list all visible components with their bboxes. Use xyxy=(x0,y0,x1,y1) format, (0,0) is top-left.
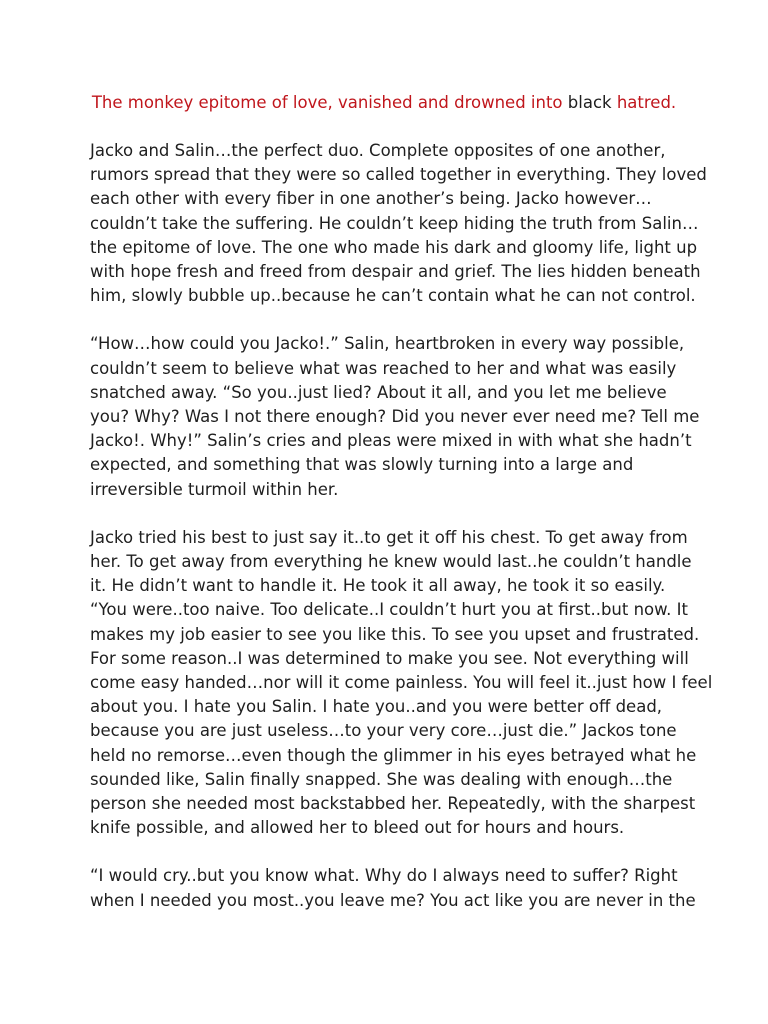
text-line: the epitome of love. The one who made his dark and gloomy life, light up xyxy=(90,237,698,257)
title-part-3: hatred. xyxy=(616,93,677,112)
text-line: “I would cry..but you know what. Why do I always need to suffer? Right xyxy=(90,866,678,886)
text-line: held no remorse…even though the glimmer in his eyes betrayed what he xyxy=(90,745,697,765)
text-line: it. He didn’t want to handle it. He took it all away, he took it so easily. xyxy=(90,576,666,596)
text-line: each other with every fiber in one another’s being. Jacko however… xyxy=(90,189,652,209)
story-paragraph xyxy=(90,526,713,841)
story-paragraph xyxy=(90,332,700,501)
text-line: “How…how could you Jacko!.” Salin, heartbroken in every way possible, xyxy=(90,334,685,354)
text-line: rumors spread that they were so called together in everything. They loved xyxy=(90,165,707,185)
text-line: couldn’t seem to believe what was reached to her and what was easily xyxy=(90,358,677,378)
text-line: Jacko!. Why!” Salin’s cries and pleas were mixed in with what she hadn’t xyxy=(90,431,692,451)
text-line: him, slowly bubble up..because he can’t contain what he can not control. xyxy=(90,286,696,306)
story-title xyxy=(0,91,768,115)
story-paragraph xyxy=(90,139,707,308)
text-line: “You were..too naive. Too delicate..I couldn’t hurt you at first..but now. It xyxy=(90,600,688,620)
title-part-2: black xyxy=(567,93,612,112)
text-line: because you are just useless…to your very core…just die.” Jackos tone xyxy=(90,721,677,741)
text-line: with hope fresh and freed from despair and grief. The lies hidden beneath xyxy=(90,262,701,282)
text-line: come easy handed…nor will it come painless. You will feel it..just how I feel xyxy=(90,673,713,693)
text-line: knife possible, and allowed her to bleed out for hours and hours. xyxy=(90,818,625,838)
story-paragraph xyxy=(90,864,696,912)
text-line: her. To get away from everything he knew would last..he couldn’t handle xyxy=(90,552,692,572)
text-line: Jacko and Salin…the perfect duo. Complete opposites of one another, xyxy=(90,141,666,160)
text-line: you? Why? Was I not there enough? Did you never ever need me? Tell me xyxy=(90,407,700,427)
text-line: person she needed most backstabbed her. Repeatedly, with the sharpest xyxy=(90,794,696,814)
text-line: Jacko tried his best to just say it..to get it off his chest. To get away from xyxy=(90,527,688,547)
story-body xyxy=(90,139,713,937)
text-line: expected, and something that was slowly turning into a large and xyxy=(90,455,634,475)
text-line: For some reason..I was determined to make you see. Not everything will xyxy=(90,648,689,668)
text-line: snatched away. “So you..just lied? About it all, and you let me believe xyxy=(90,382,667,402)
text-line: makes my job easier to see you like this. To see you upset and frustrated. xyxy=(90,624,700,644)
text-line: about you. I hate you Salin. I hate you..and you were better off dead, xyxy=(90,697,663,717)
text-line: irreversible turmoil within her. xyxy=(90,479,339,499)
text-line: sounded like, Salin finally snapped. She was dealing with enough…the xyxy=(90,769,673,789)
text-line: couldn’t take the suffering. He couldn’t keep hiding the truth from Salin… xyxy=(90,213,699,233)
title-part-1: The monkey epitome of love, vanished and drowned into xyxy=(91,93,563,112)
text-line: when I needed you most..you leave me? You act like you are never in the xyxy=(90,890,696,910)
